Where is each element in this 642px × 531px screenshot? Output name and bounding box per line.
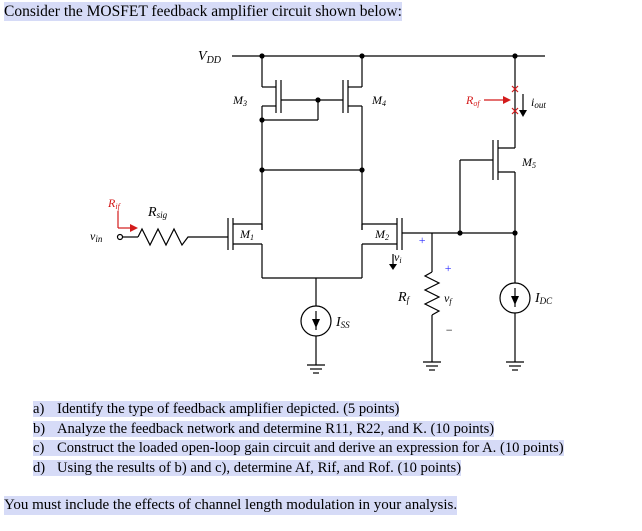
m2-label: M2	[375, 227, 389, 242]
vi-label: vi	[394, 250, 402, 265]
iss-label: ISS	[336, 315, 350, 330]
question-b: b) Analyze the feedback network and determine R11, R22, and K. (10 points)	[33, 420, 495, 437]
rif-label: Rif	[108, 196, 120, 211]
m1-label: M1	[240, 227, 254, 242]
channel-length-note: You must include the effects of channel length modulation in your analysis.	[4, 497, 458, 513]
rf-label: Rf	[398, 290, 410, 305]
m4-label: M4	[372, 93, 386, 108]
question-list	[33, 400, 564, 478]
idc-label: IDC	[535, 291, 553, 306]
vi-plus: +	[418, 233, 427, 247]
vf-minus: −	[445, 323, 454, 337]
rof-label: Rof	[466, 93, 480, 108]
question-d: d) Using the results of b) and c), determine Af, Rif, and Rof. (10 points)	[33, 459, 462, 476]
vin-label: vin	[90, 229, 103, 244]
problem-intro: Consider the MOSFET feedback amplifier circuit shown below:	[4, 3, 402, 20]
vf-plus: +	[444, 261, 453, 275]
iout-label: iout	[531, 95, 546, 110]
m5-label: M5	[522, 155, 536, 170]
vdd-label: $V_{DD}$	[198, 49, 222, 66]
rsig-label: Rsig	[148, 205, 168, 220]
m3-label: M3	[233, 93, 247, 108]
question-a: a) Identify the type of feedback amplifier depicted. (5 points)	[33, 401, 400, 417]
vf-label: vf	[444, 291, 452, 306]
question-c: c) Construct the loaded open-loop gain circuit and derive an expression for A. (10 points)	[33, 440, 564, 456]
